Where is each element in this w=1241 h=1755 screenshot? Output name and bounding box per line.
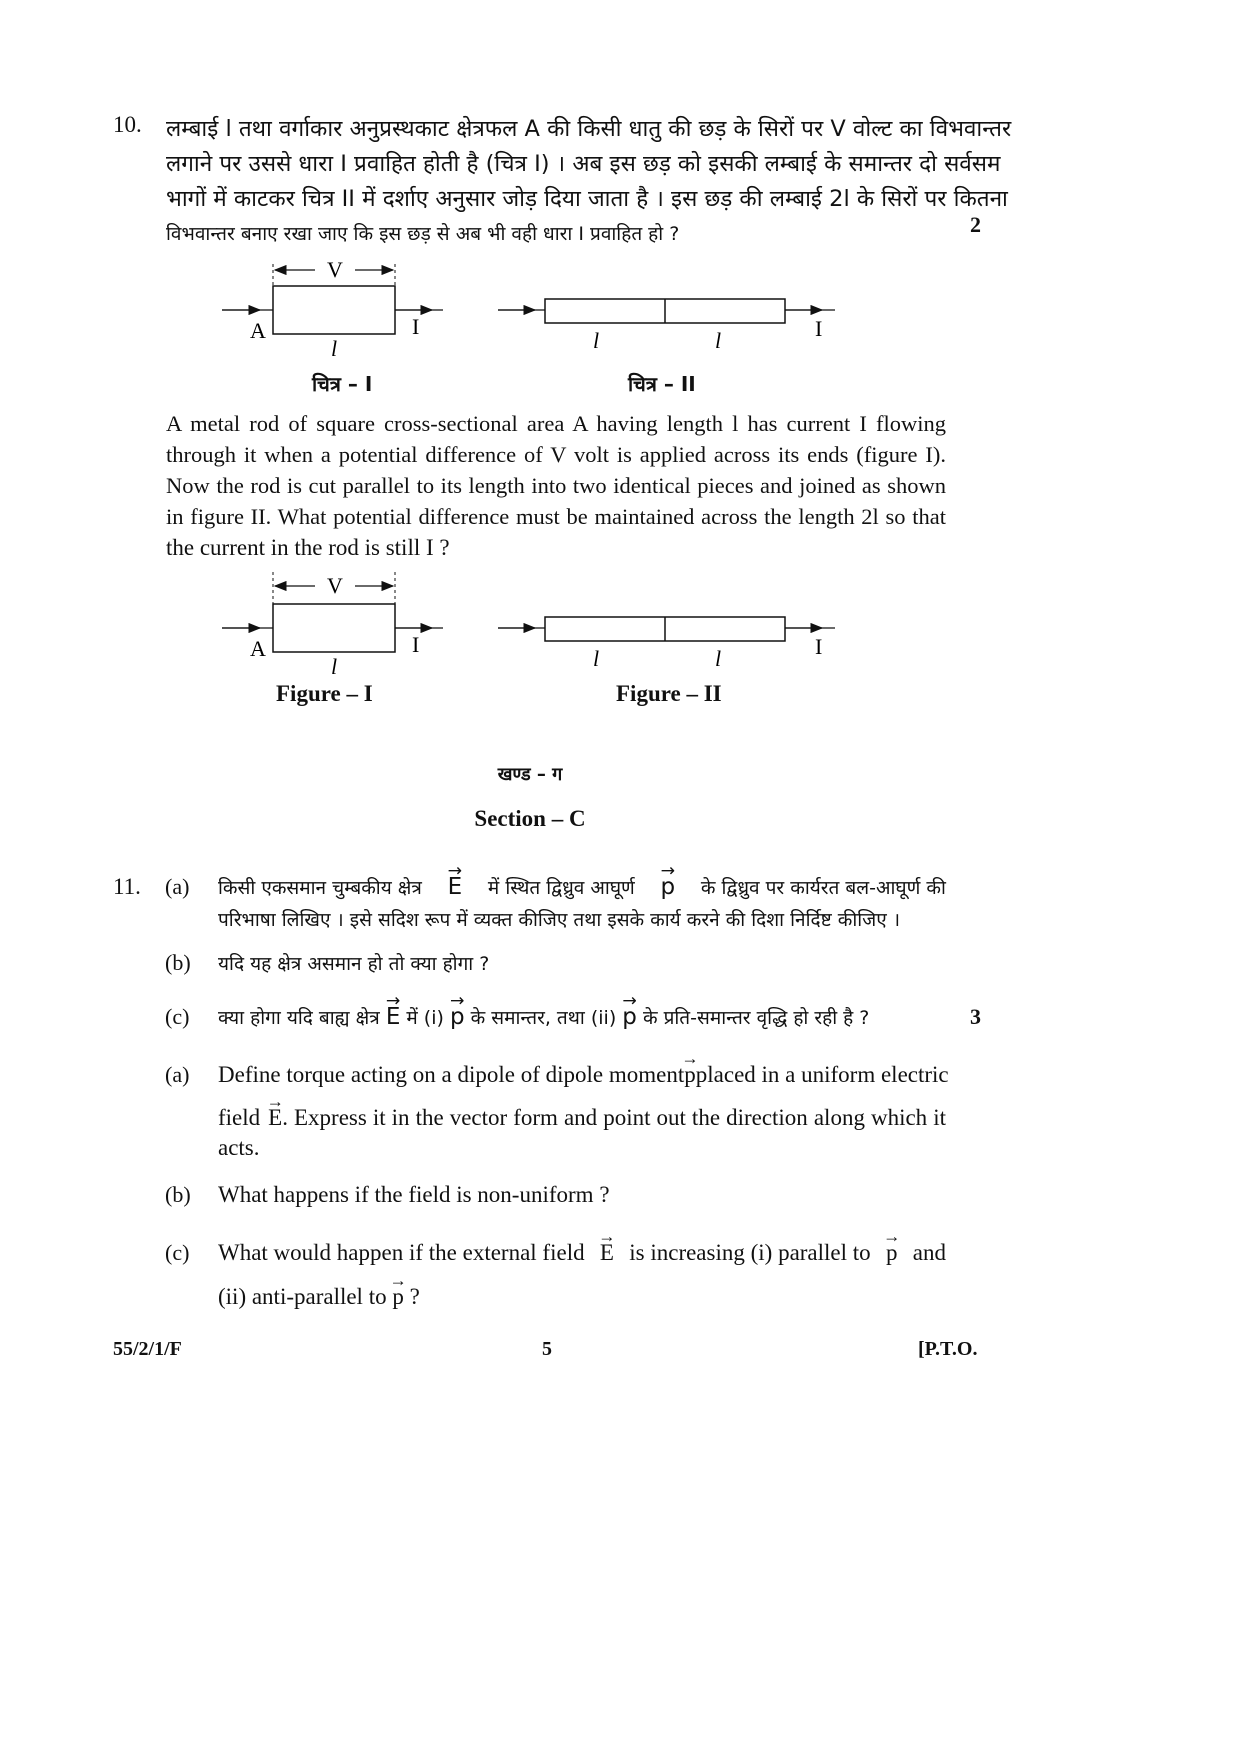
text-run: and bbox=[912, 1240, 946, 1265]
pto-label: [P.T.O. bbox=[918, 1338, 978, 1360]
vector-e: → E bbox=[386, 1004, 401, 1030]
q11-english-c-line2 bbox=[218, 1284, 420, 1310]
sub-label: (c) bbox=[165, 1240, 190, 1265]
label-l: l bbox=[593, 646, 600, 671]
vector-p: → p bbox=[684, 1062, 696, 1088]
text-run: What would happen if the external field bbox=[218, 1240, 585, 1265]
vector-e: → E bbox=[448, 874, 463, 900]
sub-label: (a) bbox=[165, 1062, 190, 1087]
text-run: . Express it in the vector form and point out the direction along which it bbox=[282, 1105, 946, 1130]
vector-p: → p bbox=[886, 1240, 898, 1266]
vector-e: → E bbox=[600, 1240, 614, 1266]
text-run: ? bbox=[409, 1284, 420, 1309]
q11-english-a-line1 bbox=[218, 1062, 949, 1088]
hindi-line: भागों में काटकर चित्र II में दर्शाए अनुसार जोड़ दिया जाता है । इस छड़ की लम्बाई 2l के सिरों पर कितना bbox=[166, 186, 1008, 212]
hindi-line: विभवान्तर बनाए रखा जाए कि इस छड़ से अब भी वही धारा I प्रवाहित हो ? bbox=[166, 223, 680, 245]
label-a: A bbox=[250, 318, 266, 343]
q11-hindi-c bbox=[218, 1004, 869, 1030]
section-heading-hindi: खण्ड – ग bbox=[497, 764, 563, 785]
label-i: I bbox=[412, 314, 420, 339]
sub-label: (a) bbox=[165, 874, 190, 899]
text-run: field bbox=[218, 1105, 261, 1130]
english-line: in figure II. What potential difference must be maintained across the length 2l so that bbox=[166, 504, 946, 529]
vector-p: → p bbox=[450, 1004, 465, 1030]
question-10-english bbox=[166, 408, 946, 563]
english-line: through it when a potential difference of V volt is applied across its ends (figure I). bbox=[166, 442, 946, 467]
hindi-line: लगाने पर उससे धारा I प्रवाहित होती है (चित्र I) । अब इस छड़ को इसकी लम्बाई के समान्तर दो सर्वसम bbox=[166, 151, 1001, 177]
label-l: l bbox=[715, 646, 722, 671]
label-a: A bbox=[250, 636, 266, 661]
vector-e: → E bbox=[268, 1105, 282, 1131]
page-number: 5 bbox=[542, 1338, 552, 1360]
english-line: Now the rod is cut parallel to its length into two identical pieces and joined as shown bbox=[166, 473, 946, 498]
text-run: Define torque acting on a dipole of dipole moment bbox=[218, 1062, 685, 1087]
q11-hindi-a-line1 bbox=[218, 874, 946, 900]
label-l: l bbox=[715, 328, 722, 353]
text-run: क्या होगा यदि बाह्य क्षेत्र bbox=[218, 1007, 380, 1029]
text-run: placed in a uniform electric bbox=[695, 1062, 949, 1087]
text-run: is increasing (i) parallel to bbox=[629, 1240, 871, 1265]
figure-caption: Figure – II bbox=[616, 681, 722, 706]
text-run: के प्रति-समान्तर वृद्धि हो रही है ? bbox=[642, 1007, 870, 1029]
question-number: 10. bbox=[113, 112, 142, 137]
marks: 2 bbox=[970, 212, 981, 237]
q11-english-a-line2 bbox=[218, 1105, 946, 1131]
text-run: (ii) anti-parallel to bbox=[218, 1284, 387, 1309]
label-l: l bbox=[331, 336, 338, 361]
q11-english-b: What happens if the field is non-uniform ? bbox=[218, 1182, 610, 1207]
sub-label: (c) bbox=[165, 1004, 190, 1029]
paper-code: 55/2/1/F bbox=[113, 1338, 182, 1360]
english-line: A metal rod of square cross-sectional area A having length l has current I flowing bbox=[166, 411, 946, 436]
q11-english-c-line1 bbox=[218, 1240, 946, 1266]
sub-label: (b) bbox=[165, 950, 191, 975]
text-run: के द्विध्रुव पर कार्यरत बल-आघूर्ण की bbox=[700, 877, 946, 899]
vector-p: → p bbox=[661, 874, 676, 900]
question-10-hindi bbox=[166, 112, 1012, 252]
q11-hindi-b: यदि यह क्षेत्र असमान हो तो क्या होगा ? bbox=[218, 953, 490, 975]
section-heading: Section – C bbox=[474, 806, 586, 831]
vector-p: → p bbox=[622, 1004, 637, 1030]
question-number: 11. bbox=[113, 874, 141, 899]
vector-p: → p bbox=[392, 1284, 404, 1310]
label-l: l bbox=[593, 328, 600, 353]
marks: 3 bbox=[970, 1004, 981, 1029]
text-run: के समान्तर, तथा (ii) bbox=[470, 1007, 617, 1029]
label-i: I bbox=[815, 316, 823, 341]
text-run: में (i) bbox=[406, 1007, 444, 1029]
label-i: I bbox=[412, 632, 420, 657]
figure-english bbox=[210, 568, 870, 688]
sub-label: (b) bbox=[165, 1182, 191, 1207]
figure-caption: Figure – I bbox=[276, 681, 373, 706]
label-v: V bbox=[327, 573, 343, 598]
figure-caption: चित्र – II bbox=[628, 372, 696, 396]
q11-english-a-line3: acts. bbox=[218, 1135, 260, 1160]
text-run: किसी एकसमान चुम्बकीय क्षेत्र bbox=[218, 877, 422, 899]
text-run: में स्थित द्विध्रुव आघूर्ण bbox=[487, 877, 635, 899]
figure-hindi bbox=[210, 250, 870, 370]
label-i: I bbox=[815, 634, 823, 659]
hindi-line: लम्बाई l तथा वर्गाकार अनुप्रस्थकाट क्षेत्रफल A की किसी धातु की छड़ के सिरों पर V वोल्ट का विभवान्तर bbox=[166, 116, 1012, 142]
english-line: the current in the rod is still I ? bbox=[166, 535, 450, 560]
label-v: V bbox=[327, 257, 343, 282]
figure-caption: चित्र – I bbox=[312, 372, 373, 396]
q11-hindi-a-line2: परिभाषा लिखिए । इसे सदिश रूप में व्यक्त कीजिए तथा इसके कार्य करने की दिशा निर्दिष्ट कीजिए । bbox=[218, 909, 901, 931]
label-l: l bbox=[331, 654, 338, 679]
